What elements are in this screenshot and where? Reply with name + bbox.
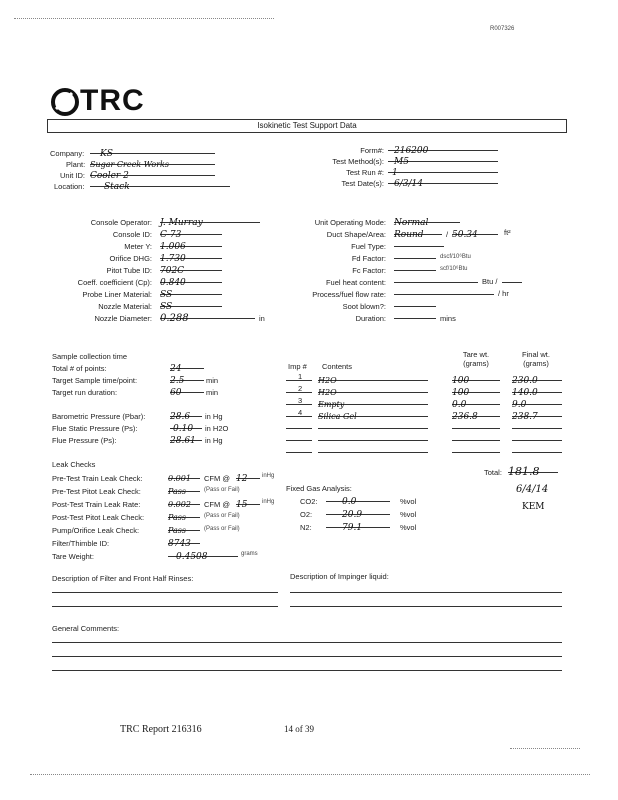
footer-report: TRC Report 216316: [120, 724, 202, 735]
duration-label: Duration:: [355, 314, 386, 323]
soot-field[interactable]: [394, 296, 436, 307]
nozzle-diameter-label: Nozzle Diameter:: [94, 314, 152, 323]
fc-factor-label: Fc Factor:: [352, 266, 386, 275]
test-date-label: Test Date(s):: [341, 179, 384, 188]
pretest-pitot-label: Pre-Test Pitot Leak Check:: [52, 487, 141, 496]
fuel-heat-unit-field[interactable]: [502, 272, 522, 283]
co2-label: CO2:: [300, 497, 318, 506]
pitot-id-label: Pitot Tube ID:: [106, 266, 152, 275]
fd-factor-field[interactable]: [394, 248, 436, 259]
console-id-label: Console ID:: [112, 230, 152, 239]
n2-label: N2:: [300, 523, 312, 532]
filter-desc-line[interactable]: [52, 592, 278, 593]
total-points-label: Total # of points:: [52, 364, 107, 373]
co2-unit: %vol: [400, 497, 417, 506]
process-flow-label: Process/fuel flow rate:: [312, 290, 386, 299]
coeff-field[interactable]: 0.840: [160, 272, 222, 283]
posttest-train-vac-unit: inHg: [262, 499, 275, 505]
nozzle-diameter-unit: in: [259, 314, 265, 323]
console-operator-label: Console Operator:: [90, 218, 152, 227]
liner-field[interactable]: SS: [160, 284, 222, 295]
scan-artifact-footer: [510, 748, 580, 749]
orifice-label: Orifice DHG:: [109, 254, 152, 263]
posttest-pitot-label: Post-Test Pitot Leak Check:: [52, 513, 145, 522]
doc-code: R007326: [490, 26, 515, 32]
comments-line[interactable]: [52, 656, 562, 657]
leak-header: Leak Checks: [52, 460, 96, 469]
pretest-pitot-unit: (Pass or Fail): [204, 487, 240, 493]
impinger-row: 3 Empty 0.0 9.0: [286, 394, 576, 406]
orifice-field[interactable]: 1.730: [160, 248, 222, 259]
fuel-heat-unit: Btu /: [482, 277, 498, 286]
impinger-row-blank: [286, 418, 576, 430]
baro-field[interactable]: 28.6: [170, 406, 202, 417]
total-points-field[interactable]: 24: [170, 358, 204, 369]
impinger-desc-line[interactable]: [290, 606, 562, 607]
imp-total-field[interactable]: 181.8: [508, 462, 558, 473]
process-flow-unit: / hr: [498, 289, 509, 298]
trc-logo: [50, 86, 160, 118]
test-run-label: Test Run #:: [346, 168, 384, 177]
liner-label: Probe Liner Material:: [82, 290, 152, 299]
static-label: Flue Static Pressure (Ps):: [52, 424, 138, 433]
impinger-row-blank: [286, 442, 576, 454]
nozzle-material-label: Nozzle Material:: [98, 302, 152, 311]
console-id-field[interactable]: C-73: [160, 224, 222, 235]
duct-label: Duct Shape/Area:: [326, 230, 386, 239]
form-title: Isokinetic Test Support Data: [47, 119, 567, 133]
fd-factor-unit: dscf/10⁶Btu: [440, 254, 471, 260]
soot-label: Soot blown?:: [342, 302, 386, 311]
test-method-label: Test Method(s):: [332, 157, 384, 166]
tare-weight-field[interactable]: 0.4508: [168, 546, 238, 557]
n2-unit: %vol: [400, 523, 417, 532]
pitot-id-field[interactable]: 702C: [160, 260, 222, 271]
tare-weight-unit: grams: [241, 551, 258, 557]
pump-label: Pump/Orifice Leak Check:: [52, 526, 140, 535]
impinger-row: 2 H2O 100 140.0: [286, 382, 576, 394]
run-duration-unit: min: [206, 388, 219, 397]
test-run-field[interactable]: 1: [388, 162, 498, 173]
posttest-train-vac-field[interactable]: 15: [236, 494, 260, 505]
mode-label: Unit Operating Mode:: [314, 218, 386, 227]
posttest-pitot-unit: (Pass or Fail): [204, 513, 240, 519]
pump-field[interactable]: Pass: [168, 520, 200, 531]
posttest-train-field[interactable]: 0.002: [168, 494, 200, 505]
pretest-train-unit: CFM @: [204, 474, 230, 483]
logo-text: TRC: [80, 84, 145, 117]
duration-unit: mins: [440, 314, 456, 323]
form-no-field[interactable]: 216200: [388, 140, 498, 151]
filter-id-label: Filter/Thimble ID:: [52, 539, 110, 548]
static-field[interactable]: -0.10: [170, 418, 202, 429]
run-duration-label: Target run duration:: [52, 388, 118, 397]
pretest-train-vac-unit: inHg: [262, 473, 275, 479]
nozzle-diameter-field[interactable]: 0.288: [160, 308, 255, 319]
duct-area-field[interactable]: 50.34: [452, 224, 498, 235]
plant-field[interactable]: Sugar Creek Works: [90, 154, 215, 165]
test-method-field[interactable]: M5: [388, 151, 498, 162]
co2-field[interactable]: 0.0: [326, 491, 390, 502]
duct-area-unit: ft²: [504, 228, 511, 237]
coeff-label: Coeff. coefficient (Cp):: [77, 278, 152, 287]
fuel-heat-label: Fuel heat content:: [325, 278, 386, 287]
date-annotation: 6/4/14: [516, 484, 549, 495]
baro-label: Barometric Pressure (Pbar):: [52, 412, 146, 421]
static-unit: in H2O: [205, 424, 229, 433]
baro-unit: in Hg: [205, 412, 223, 421]
company-label: Company:: [50, 149, 85, 158]
tare-weight-label: Tare Weight:: [52, 552, 94, 561]
impinger-desc-label: Description of Impinger liquid:: [290, 572, 389, 581]
o2-label: O2:: [300, 510, 313, 519]
scan-artifact-bottom: [30, 774, 590, 775]
trc-logo-icon: [50, 87, 80, 117]
o2-field[interactable]: 20.9: [326, 504, 390, 515]
location-label: Location:: [54, 182, 85, 191]
pretest-pitot-field[interactable]: Pass: [168, 481, 200, 492]
flue-pressure-label: Flue Pressure (Ps):: [52, 436, 117, 445]
comments-label: General Comments:: [52, 624, 120, 633]
impinger-row-blank: [286, 430, 576, 442]
impinger-row: 1 H2O 100 230.0: [286, 370, 576, 382]
company-field[interactable]: KS: [90, 143, 215, 154]
comments-line[interactable]: [52, 670, 562, 671]
target-time-label: Target Sample time/point:: [52, 376, 138, 385]
duration-field[interactable]: [394, 308, 436, 319]
pretest-train-vac-field[interactable]: 12: [236, 468, 260, 479]
process-flow-field[interactable]: [394, 284, 494, 295]
fuel-type-field[interactable]: [394, 236, 444, 247]
meter-y-label: Meter Y:: [124, 242, 152, 251]
filter-id-field[interactable]: 8743: [168, 533, 200, 544]
fuel-heat-field[interactable]: [394, 272, 478, 283]
imp-total-label: Total:: [484, 468, 502, 477]
filter-desc-line[interactable]: [52, 606, 278, 607]
impinger-row: 4 Silica Gel 236.8 238.7: [286, 406, 576, 418]
plant-label: Plant:: [66, 160, 86, 169]
n2-field[interactable]: 79.1: [326, 517, 390, 528]
duct-shape-field[interactable]: Round: [394, 224, 442, 235]
run-duration-field[interactable]: 60: [170, 382, 204, 393]
unit-id-field[interactable]: Cooler 2: [90, 165, 215, 176]
flue-pressure-unit: in Hg: [205, 436, 223, 445]
form-no-label: Form#:: [360, 146, 384, 155]
sampling-header: Sample collection time: [52, 352, 128, 361]
impinger-desc-line[interactable]: [290, 592, 562, 593]
posttest-train-label: Post-Test Train Leak Rate:: [52, 500, 141, 509]
location-field[interactable]: Stack: [90, 176, 230, 187]
footer-page: 14 of 39: [284, 724, 314, 734]
test-date-field[interactable]: 6/3/14: [388, 173, 498, 184]
target-time-unit: min: [206, 376, 219, 385]
scan-artifact-top: [14, 18, 274, 19]
meter-y-field[interactable]: 1.006: [160, 236, 222, 247]
fc-factor-field[interactable]: [394, 260, 436, 271]
o2-unit: %vol: [400, 510, 417, 519]
imp-final-header: Final wt. (grams): [522, 350, 550, 368]
posttest-train-unit: CFM @: [204, 500, 230, 509]
comments-line[interactable]: [52, 642, 562, 643]
mode-field[interactable]: Normal: [394, 212, 460, 223]
fd-factor-label: Fd Factor:: [351, 254, 386, 263]
console-operator-field[interactable]: J. Murray: [160, 212, 260, 223]
unit-id-label: Unit ID:: [60, 171, 86, 180]
imp-contents-header: Contents: [322, 362, 353, 371]
filter-desc-label: Description of Filter and Front Half Rinses:: [52, 574, 194, 583]
initials-annotation: KEM: [522, 502, 545, 512]
gas-header: Fixed Gas Analysis:: [286, 484, 352, 493]
flue-pressure-field[interactable]: 28.61: [170, 430, 202, 441]
impinger-table: [286, 370, 576, 454]
pretest-train-field[interactable]: 0.001: [168, 468, 200, 479]
posttest-pitot-field[interactable]: Pass: [168, 507, 200, 518]
pump-unit: (Pass or Fail): [204, 526, 240, 532]
nozzle-material-field[interactable]: SS: [160, 296, 222, 307]
fuel-type-label: Fuel Type:: [351, 242, 386, 251]
target-time-field[interactable]: 2.5: [170, 370, 204, 381]
fc-factor-unit: scf/10⁶Btu: [440, 266, 468, 272]
duct-separator: /: [446, 230, 449, 239]
pretest-train-label: Pre-Test Train Leak Check:: [52, 474, 143, 483]
imp-no-header: Imp #: [288, 362, 307, 371]
imp-tare-header: Tare wt. (grams): [462, 350, 490, 368]
